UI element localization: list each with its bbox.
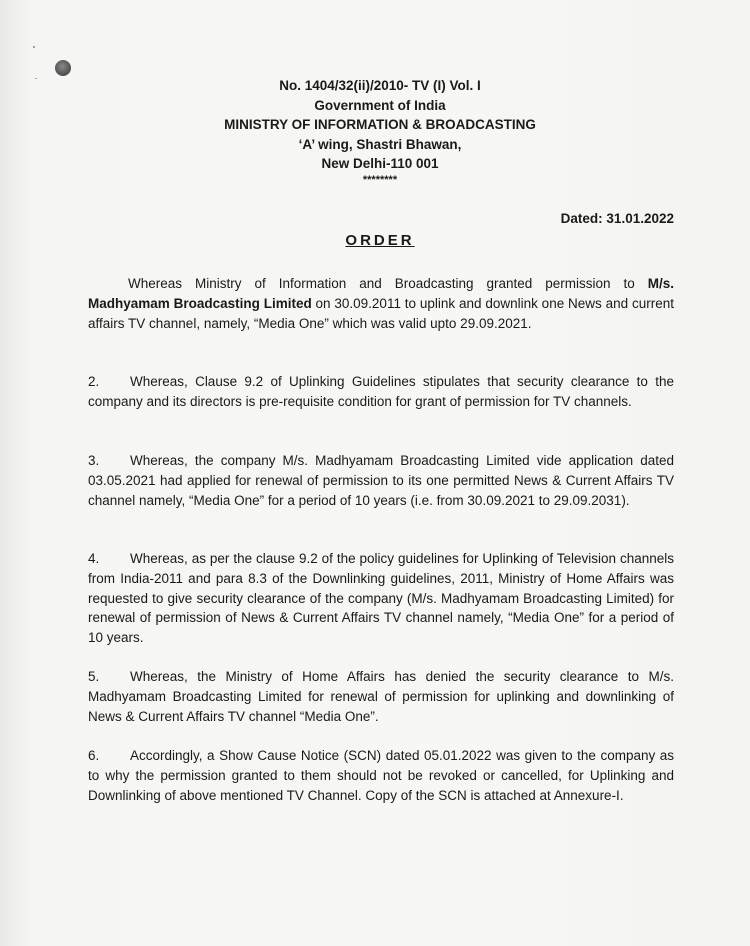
paragraph-2-text: Whereas, Clause 9.2 of Uplinking Guidelines stipulates that security clearance to the company and its directors is pre-requisite condition for grant of permission for TV channels. xyxy=(88,374,674,409)
paragraph-number: 6. xyxy=(88,748,100,763)
company-name: M/s. Madhyamam Broadcasting Limited xyxy=(88,276,674,311)
paragraph-2 xyxy=(88,372,674,412)
ministry-name: MINISTRY OF INFORMATION & BROADCASTING xyxy=(224,117,536,132)
paragraph-4 xyxy=(88,549,674,648)
order-date: Dated: 31.01.2022 xyxy=(560,211,674,226)
paragraph-6 xyxy=(88,746,674,805)
paragraph-4-text: Whereas, as per the clause 9.2 of the policy guidelines for Uplinking of Television channels from India-2011 and para 8.3 of the Downlinking guidelines, 2011, Ministry of Home Affairs was requested to give security clearance of the company (M/s. Madhyamam Broadcasting Limited) for renewal of permission of News & Current Affairs TV channel namely, “Media One” for a period of 10 years. xyxy=(88,551,674,646)
government-name: Government of India xyxy=(314,97,446,113)
paragraph-number: 2. xyxy=(88,374,100,389)
scan-speck xyxy=(33,46,35,48)
punch-hole xyxy=(55,60,71,76)
letterhead xyxy=(0,76,750,186)
document-title: ORDER xyxy=(345,232,415,249)
paragraph-5-text: Whereas, the Ministry of Home Affairs has denied the security clearance to M/s. Madhyamam Broadcasting Limited for renewal of permission for uplinking and downlinking of News & Current Affairs TV channel “Media One”. xyxy=(88,669,674,724)
paragraph-number: 4. xyxy=(88,551,100,566)
paragraph-5 xyxy=(88,667,674,726)
office-city: New Delhi-110 001 xyxy=(321,156,439,171)
paragraph-number: 3. xyxy=(88,453,100,468)
paragraph-1 xyxy=(88,274,674,333)
paragraph-1-text: on 30.09.2011 to uplink and downlink one News and current affairs TV channel, namely, “Media One” which was valid upto 29.09.2021. xyxy=(88,295,674,331)
reference-number: No. 1404/32(ii)/2010- TV (I) Vol. I xyxy=(279,78,481,93)
paragraph-1-lead: Whereas Ministry of Information and Broadcasting granted permission to xyxy=(128,276,635,291)
office-wing: ‘A’ wing, Shastri Bhawan, xyxy=(298,136,462,152)
paragraph-3-text: Whereas, the company M/s. Madhyamam Broadcasting Limited vide application dated 03.05.2021 had applied for renewal of permission to its one permitted News & Current Affairs TV channel namely, “Media One” for a period of 10 years (i.e. from 30.09.2021 to 29.09.2031). xyxy=(88,453,674,508)
paragraph-3 xyxy=(88,451,674,510)
paragraph-number: 5. xyxy=(88,669,100,684)
separator-stars: ******** xyxy=(362,173,398,186)
paragraph-6-text: Accordingly, a Show Cause Notice (SCN) dated 05.01.2022 was given to the company as to why the permission granted to them should not be revoked or cancelled, for Uplinking and Downlinking of above mentioned TV Channel. Copy of the SCN is attached at Annexure-I. xyxy=(88,748,674,803)
